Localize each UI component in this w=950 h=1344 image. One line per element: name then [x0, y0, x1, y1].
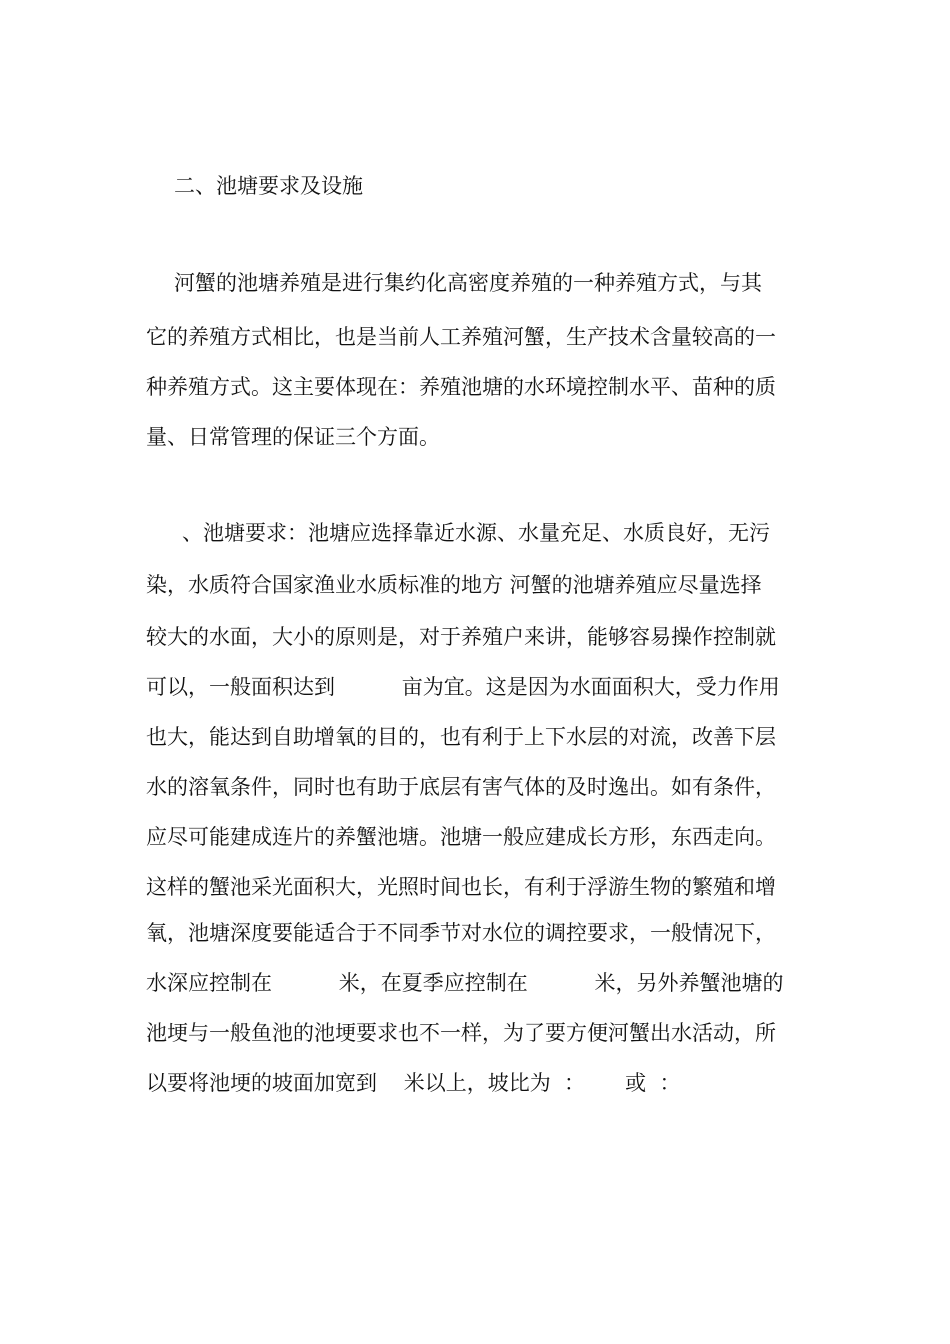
paragraph-line: 池埂与一般鱼池的池埂要求也不一样，为了要方便河蟹出水活动，所	[146, 1021, 776, 1045]
paragraph-line: 较大的水面，大小的原则是，对于养殖户来讲，能够容易操作控制就	[146, 625, 776, 649]
paragraph-line: 这样的蟹池采光面积大，光照时间也长，有利于浮游生物的繁殖和增	[146, 875, 776, 899]
paragraph-line: 量、日常管理的保证三个方面。	[146, 425, 440, 449]
paragraph-line: 、池塘要求：池塘应选择靠近水源、水量充足、水质良好，无污	[182, 521, 770, 545]
paragraph-line: 可以，一般面积达到 亩为宜。这是因为水面面积大，受力作用	[146, 675, 780, 699]
section-heading: 二、池塘要求及设施	[174, 174, 363, 198]
paragraph-line: 它的养殖方式相比，也是当前人工养殖河蟹，生产技术含量较高的一	[146, 325, 776, 349]
paragraph-line: 染，水质符合国家渔业水质标准的地方 河蟹的池塘养殖应尽量选择	[146, 573, 762, 597]
paragraph-line: 也大，能达到自助增氧的目的，也有利于上下水层的对流，改善下层	[146, 725, 776, 749]
paragraph-line: 水深应控制在 米，在夏季应控制在 米，另外养蟹池塘的	[146, 971, 784, 995]
paragraph-line: 以要将池埂的坡面加宽到 米以上，坡比为 ： 或 ：	[146, 1071, 681, 1095]
paragraph-line: 河蟹的池塘养殖是进行集约化高密度养殖的一种养殖方式，与其	[174, 271, 762, 295]
paragraph-line: 氧，池塘深度要能适合于不同季节对水位的调控要求，一般情况下，	[146, 921, 776, 945]
paragraph-line: 水的溶氧条件，同时也有助于底层有害气体的及时逸出。如有条件，	[146, 775, 776, 799]
paragraph-line: 应尽可能建成连片的养蟹池塘。池塘一般应建成长方形，东西走向。	[146, 825, 776, 849]
paragraph-line: 种养殖方式。这主要体现在：养殖池塘的水环境控制水平、苗种的质	[146, 375, 776, 399]
